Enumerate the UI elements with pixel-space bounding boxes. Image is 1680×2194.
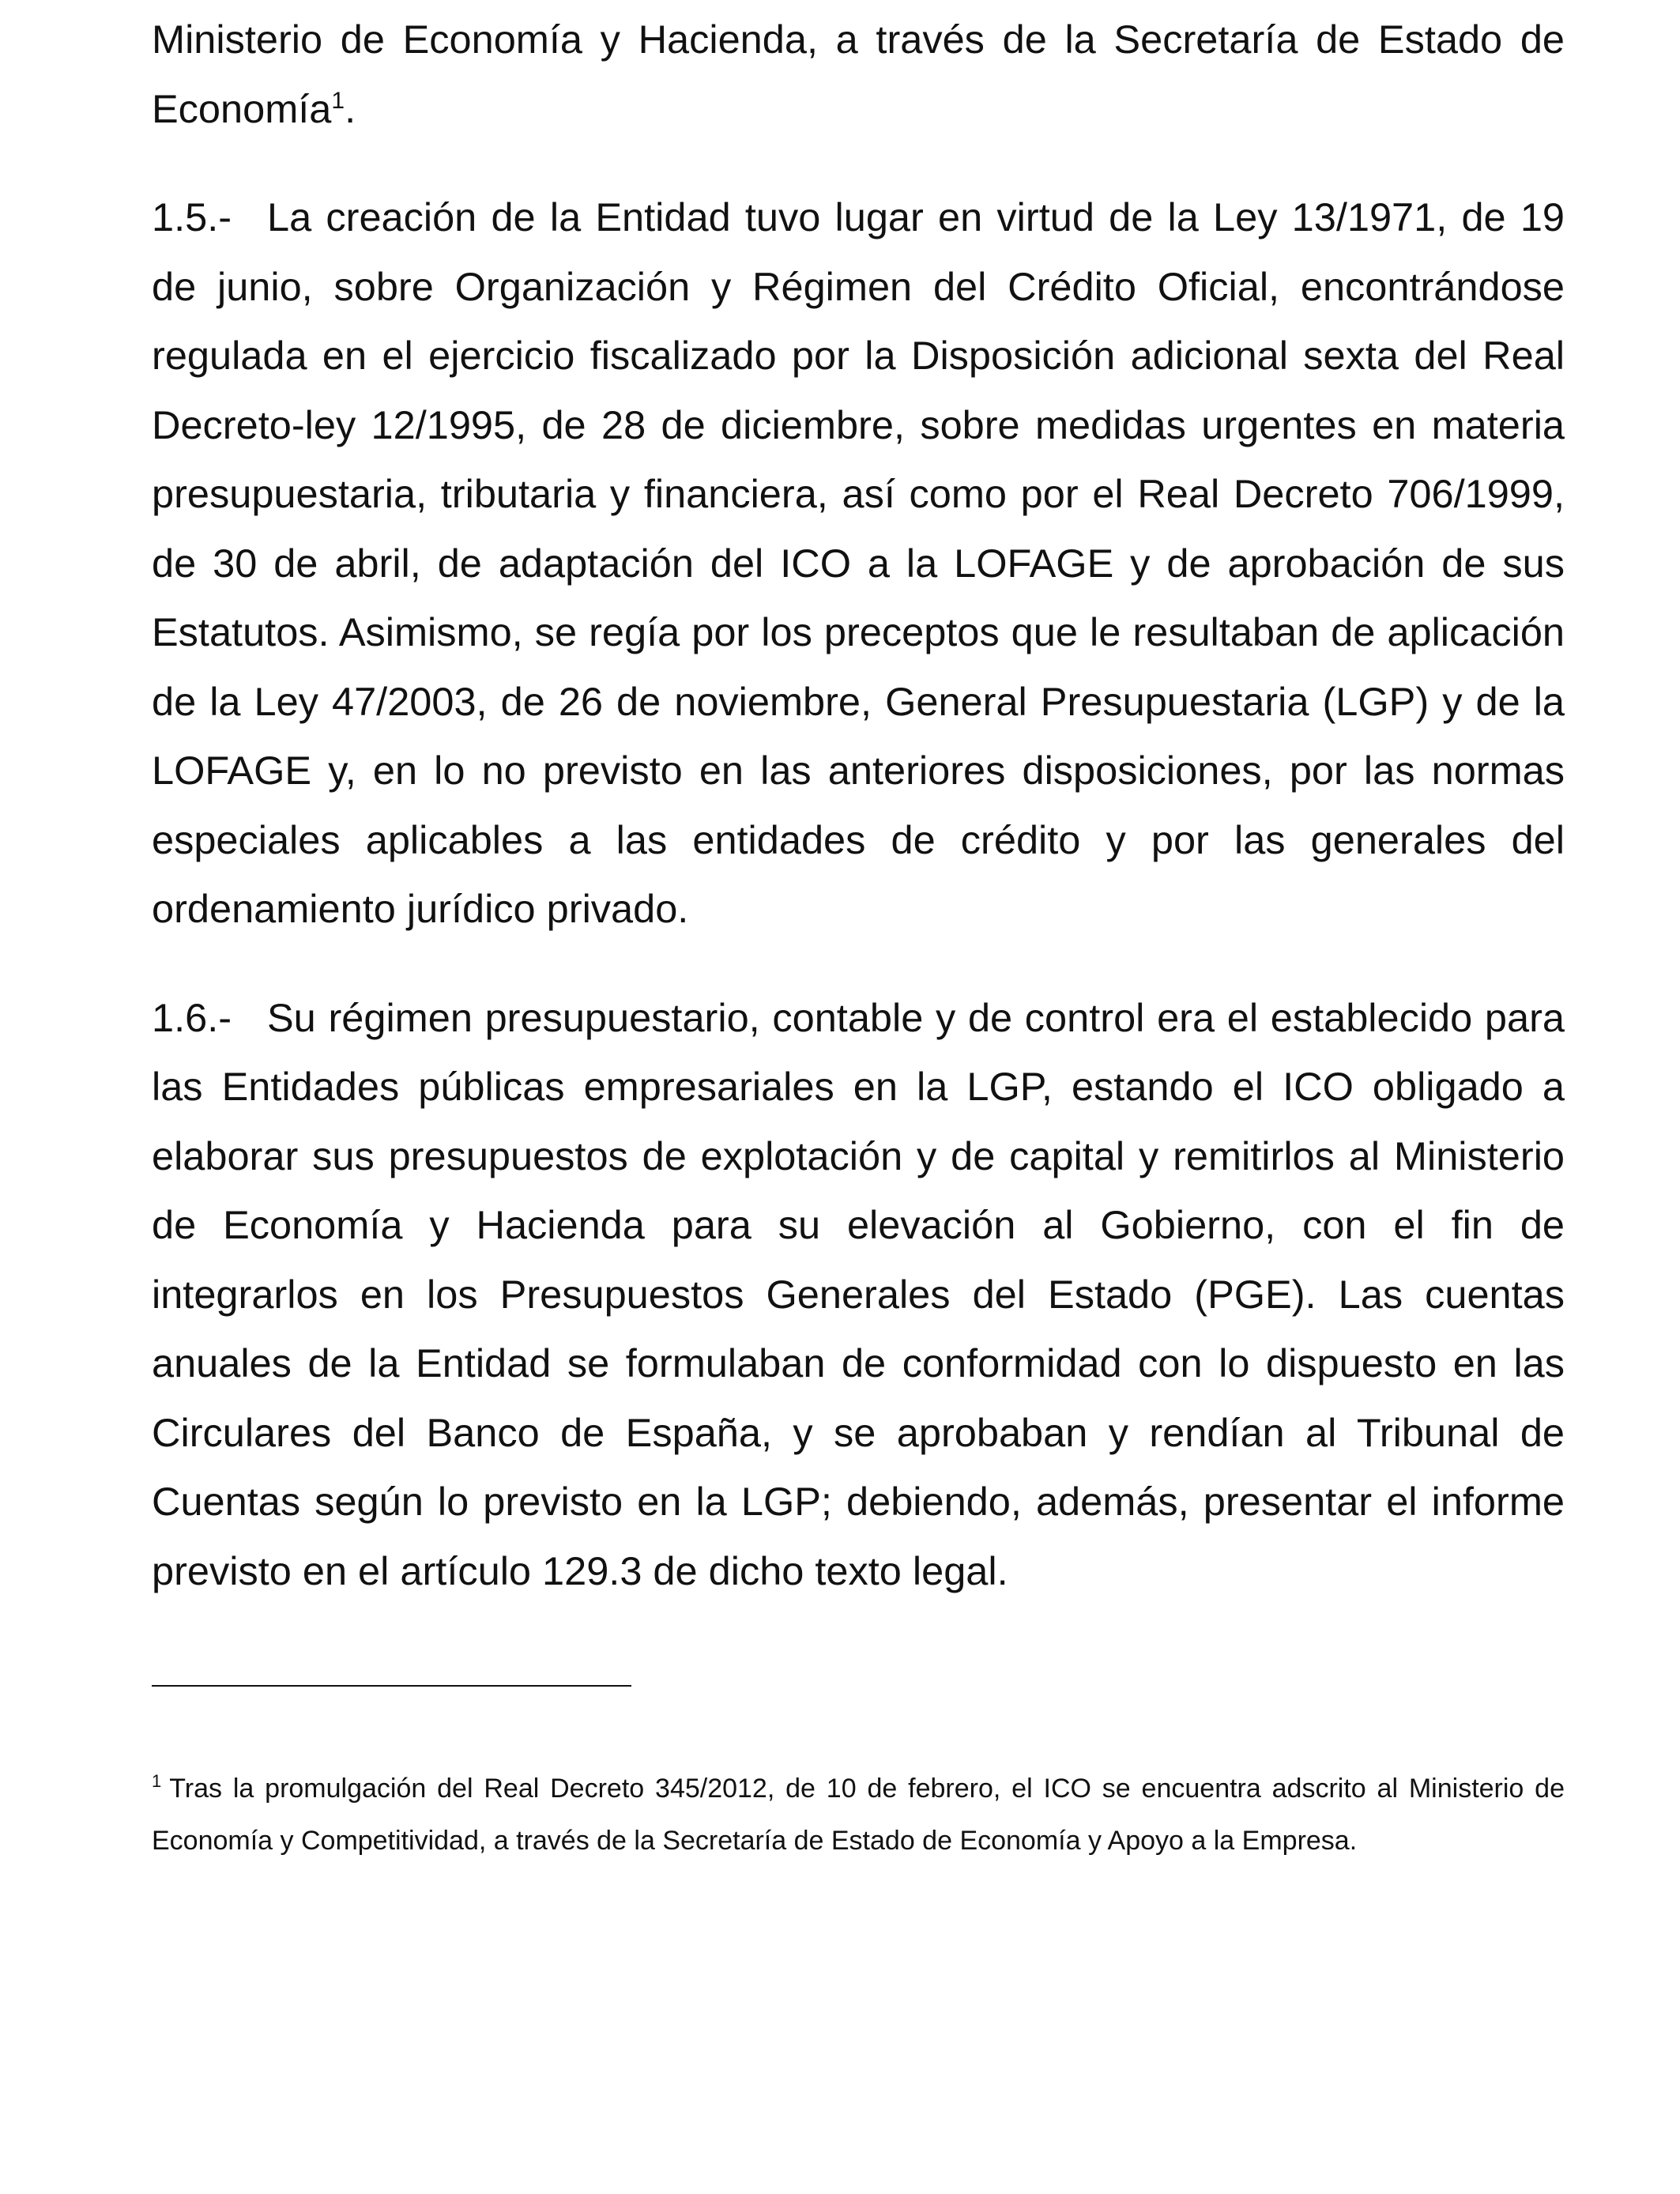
paragraph-1-5 bbox=[152, 183, 1565, 944]
continuation-paragraph bbox=[152, 5, 1565, 143]
paragraph-number: 1.6.- bbox=[152, 994, 232, 1040]
paragraph-1-6 bbox=[152, 983, 1565, 1606]
footnote bbox=[152, 1762, 1565, 1867]
paragraph-text: La creación de la Entidad tuvo lugar en virtud de la Ley 13/1971, de 19 de junio, sobre Organización y Régimen del Crédito Oficial, encontrándose regulada en el ejercicio fiscalizado por la Disposición adicional sexta del Real Decreto-ley 12/1995, de 28 de diciembre, sobre medidas urgentes en materia presupuestaria, tributaria y financiera, así como por el Real Decreto 706/1999, de 30 de abril, de adaptación del ICO a la LOFAGE y de aprobación de sus Estatutos. Asimismo, se regía por los preceptos que le resultaban de aplicación de la Ley 47/2003, de 26 de noviembre, General Presupuestaria (LGP) y de la LOFAGE y, en lo no previsto en las anteriores disposiciones, por las normas especiales aplicables a las entidades de crédito y por las generales del ordenamiento jurídico privado. bbox=[152, 194, 1565, 931]
continuation-text: Ministerio de Economía y Hacienda, a través de la Secretaría de Estado de Economía bbox=[152, 17, 1565, 131]
footnote-text: Tras la promulgación del Real Decreto 345/2012, de 10 de febrero, el ICO se encuentra adscrito al Ministerio de Economía y Competitividad, a través de la Secretaría de Estado de Economía y Apoyo a la Empresa. bbox=[152, 1774, 1565, 1856]
document-body bbox=[152, 5, 1565, 1605]
footnote-separator bbox=[152, 1685, 631, 1687]
footnote-mark: 1 bbox=[152, 1771, 162, 1791]
footnote-reference[interactable]: 1 bbox=[331, 87, 345, 114]
paragraph-text: Su régimen presupuestario, contable y de control era el establecido para las Entidades públicas empresariales en la LGP, estando el ICO obligado a elaborar sus presupuestos de explotación y de capital y remitirlos al Ministerio de Economía y Hacienda para su elevación al Gobierno, con el fin de integrarlos en los Presupuestos Generales del Estado (PGE). Las cuentas anuales de la Entidad se formulaban de conformidad con lo dispuesto en las Circulares del Banco de España, y se aprobaban y rendían al Tribunal de Cuentas según lo previsto en la LGP; debiendo, además, presentar el informe previsto en el artículo 129.3 de dicho texto legal. bbox=[152, 994, 1565, 1593]
continuation-end: . bbox=[345, 85, 356, 131]
paragraph-number: 1.5.- bbox=[152, 194, 232, 239]
